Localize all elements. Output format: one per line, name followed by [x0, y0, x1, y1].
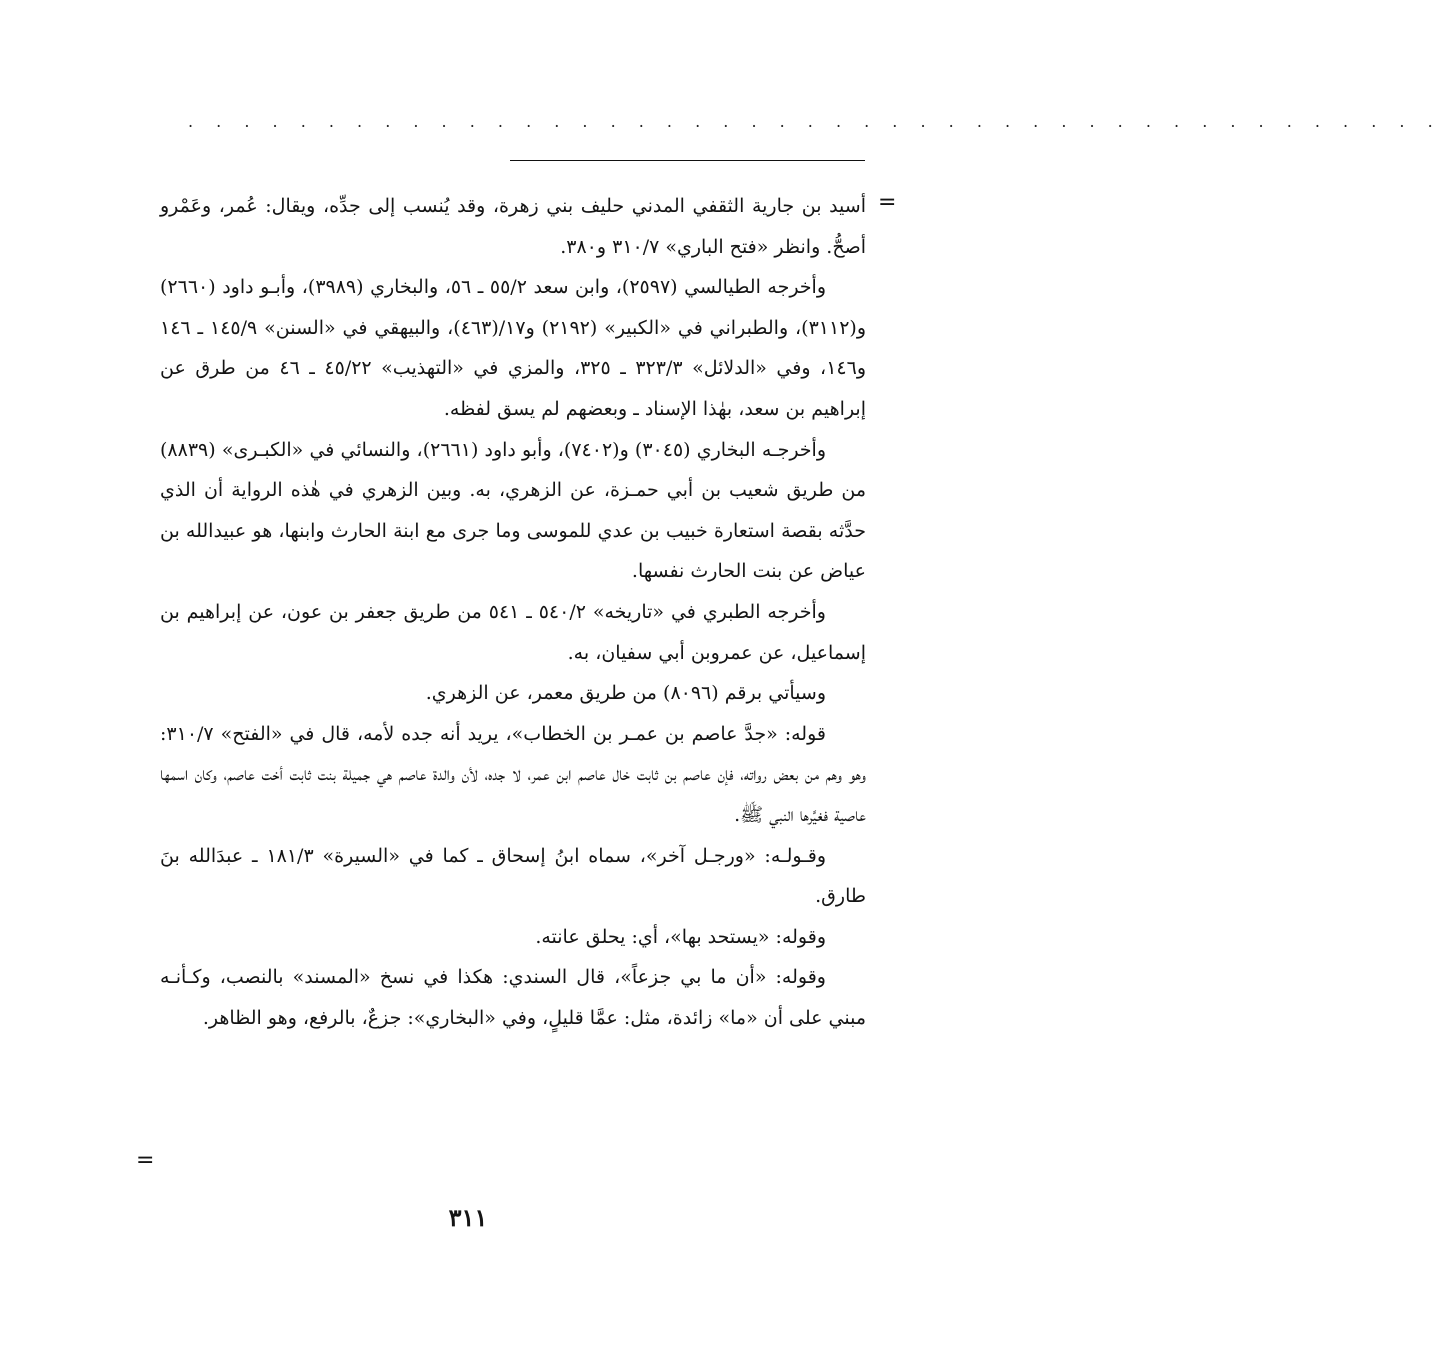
header-dotted-line: . . . . . . . . . . . . . . . . . . . . . . . . . . . . . . . . . . . . . . . . . . . . . — [188, 112, 1442, 131]
paragraph: أسيد بن جارية الثقفي المدني حليف بني زهرة، وقد يُنسب إلى جدِّه، ويقال: عُمر، وعَمْرو أصحُّ. وانظر «فتح الباري» ٣١٠/٧ و٣٨٠. — [160, 195, 866, 258]
footnote-separator-rule — [510, 160, 865, 161]
paragraph: وأخرجـه البخاري (٣٠٤٥) و(٧٤٠٢)، وأبو داود (٢٦٦١)، والنسائي في «الكبـرى» (٨٨٣٩) من طريق شعيب بن أبي حمـزة، عن الزهري، به. وبين الزهري في هٰذه الرواية أن الذي حدَّثه بقصة استعارة خبيب بن عدي للموسى وما جرى مع ابنة الحارث وابنها، هو عبيدالله بن عياض عن بنت الحارث نفسها. — [160, 438, 866, 583]
page-number: ٣١١ — [448, 1203, 488, 1232]
paragraph: وقوله: «أن ما بي جزعاً»، قال السندي: هكذا في نسخ «المسند» بالنصب، وكـأنـه مبني على أن «ما» زائدة، مثل: عمَّا قليلٍ، وفي «البخاري»: جزعٌ، بالرفع، وهو الظاهر. — [160, 966, 866, 1029]
paragraph: وأخرجه الطيالسي (٢٥٩٧)، وابن سعد ٥٥/٢ ـ ٥٦، والبخاري (٣٩٨٩)، وأبـو داود (٢٦٦٠) و(٣١١٢)، والطبراني في «الكبير» (٢١٩٢) و١٧/(٤٦٣)، والبيهقي في «السنن» ١٤٥/٩ ـ ١٤٦ و١٤٦، وفي «الدلائل» ٣٢٣/٣ ـ ٣٢٥، والمزي في «التهذيب» ٤٥/٢٢ ـ ٤٦ من طرق عن إبراهيم بن سعد، بهٰذا الإسناد ـ وبعضهم لم يسق لفظه. — [160, 276, 866, 420]
paragraph: وقوله: «يستحد بها»، أي: يحلق عانته. — [535, 925, 826, 948]
paragraph: وسيأتي برقم (٨٠٩٦) من طريق معمر، عن الزهري. — [425, 682, 826, 705]
continuation-mark-start: = — [878, 190, 897, 215]
footnote-body — [160, 186, 866, 1038]
paragraph: وقـولـه: «ورجـل آخر»، سماه ابنُ إسحاق ـ كما في «السيرة» ١٨١/٣ ـ عبدَالله بنَ طارق. — [160, 844, 866, 908]
paragraph: قوله: «جدَّ عاصم بن عمـر بن الخطاب»، يريد أنه جده لأمه، قال في «الفتح» ٣١٠/٧: وهو وهم من بعض رواته، فإن عاصم بن ثابت خال عاصم ابن عمر، لا جده، لأن والدة عاصم هي جميلة بنت ثابت أخت عاصم، وكان اسمها عاصية فغيَّرها النبي ﷺ. — [160, 722, 867, 826]
paragraph: وأخرجه الطبري في «تاريخه» ٥٤٠/٢ ـ ٥٤١ من طريق جعفر بن عون، عن إبراهيم بن إسماعيل، عن عمروبن أبي سفيان، به. — [160, 600, 866, 664]
continuation-mark-end: = — [136, 1148, 155, 1173]
